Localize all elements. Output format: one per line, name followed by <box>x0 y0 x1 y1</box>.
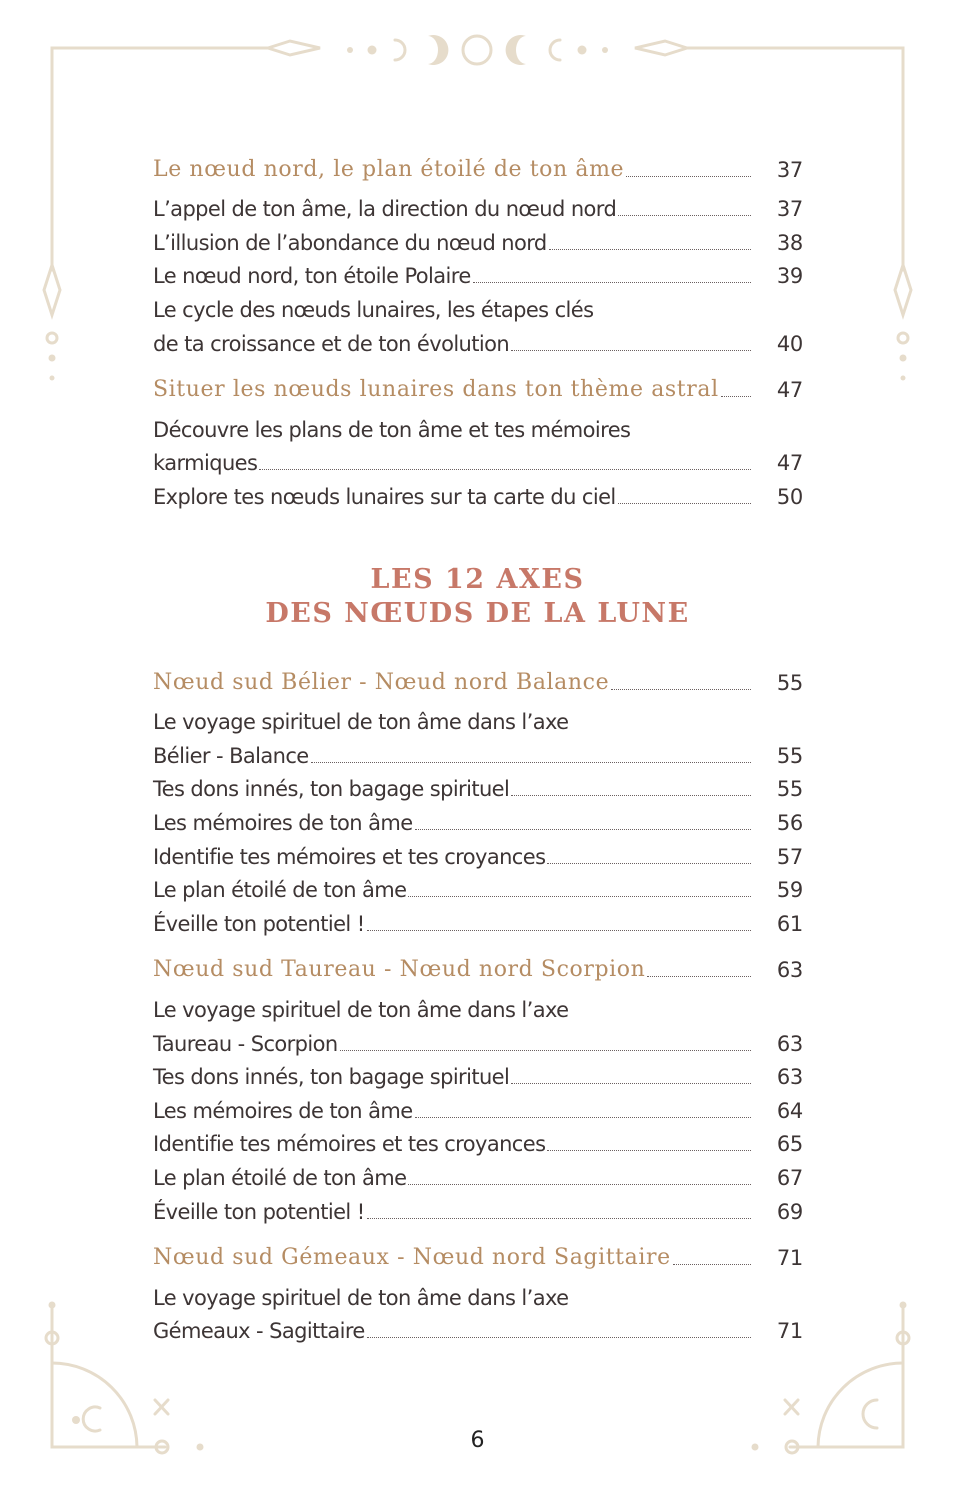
dot-leader <box>511 350 751 351</box>
toc-line <box>153 871 803 905</box>
dot-leader <box>547 863 751 864</box>
toc-line-text: Le nœud nord, ton étoile Polaire <box>153 264 471 289</box>
toc-line-text: karmiques <box>153 451 258 476</box>
toc-item <box>153 1058 803 1092</box>
toc-item <box>153 837 803 871</box>
corner-dot-small <box>72 1416 80 1424</box>
toc-item <box>153 477 803 511</box>
toc-line <box>153 1312 803 1346</box>
toc-line-text: Explore tes nœuds lunaires sur ta carte du ciel <box>153 484 616 509</box>
toc-line <box>153 951 803 985</box>
toc-page-number: 47 <box>776 378 803 403</box>
toc-line <box>153 410 803 444</box>
toc-line <box>153 736 803 770</box>
toc-line <box>153 1278 803 1312</box>
toc-line <box>153 904 803 938</box>
toc-item <box>153 1192 803 1226</box>
crescent-moon-icon <box>550 40 560 60</box>
toc-line <box>153 290 803 324</box>
toc-line <box>153 477 803 511</box>
toc-page-number: 65 <box>776 1132 803 1157</box>
toc-line <box>153 703 803 737</box>
dot-leader <box>511 1083 751 1084</box>
corner-dot-small <box>900 1302 907 1309</box>
toc-line <box>153 663 803 697</box>
toc-line-text: Nœud sud Taureau - Nœud nord Scorpion <box>153 957 646 983</box>
toc-item <box>153 223 803 257</box>
toc-item <box>153 410 803 477</box>
star-icon <box>155 1400 168 1414</box>
full-moon-icon <box>463 36 491 64</box>
dot-leader <box>340 1050 751 1051</box>
section-title-line-1: LES 12 AXES <box>370 564 585 595</box>
toc-line-text: Nœud sud Bélier - Nœud nord Balance <box>153 669 610 695</box>
page-number: 6 <box>470 1428 485 1453</box>
toc-line-text: Le cycle des nœuds lunaires, les étapes clés <box>153 297 594 322</box>
toc-heading <box>153 663 803 697</box>
dot-leader <box>473 282 751 283</box>
gibbous-moon-icon <box>428 35 448 65</box>
toc-line <box>153 371 803 405</box>
dot-leader <box>511 795 751 796</box>
toc-line-text: Nœud sud Gémeaux - Nœud nord Sagittaire <box>153 1245 671 1271</box>
dot-leader <box>647 976 751 977</box>
dot-leader <box>618 215 751 216</box>
toc-page-number: 57 <box>776 844 803 869</box>
toc-page-number: 37 <box>776 157 803 182</box>
toc-line-text: Identifie tes mémoires et tes croyances <box>153 844 546 869</box>
toc-line-text: L’illusion de l’abondance du nœud nord <box>153 230 547 255</box>
dot-leader <box>408 896 751 897</box>
toc-line <box>153 1125 803 1159</box>
diamond-right-ornament <box>635 41 687 55</box>
dot-leader <box>408 1184 751 1185</box>
toc-item <box>153 803 803 837</box>
dot-leader <box>259 469 751 470</box>
toc-line-text: Le nœud nord, le plan étoilé de ton âme <box>153 156 625 182</box>
dot-leader <box>673 1264 751 1265</box>
toc-heading <box>153 371 803 405</box>
toc-line-text: Bélier - Balance <box>153 743 309 768</box>
toc-line <box>153 1239 803 1273</box>
toc-line-text: Tes dons innés, ton bagage spirituel <box>153 1065 510 1090</box>
section-title <box>0 563 955 631</box>
side-diamond-left <box>44 265 60 315</box>
toc-line <box>153 1158 803 1192</box>
toc-item <box>153 871 803 905</box>
toc-line-text: Éveille ton potentiel ! <box>153 1199 365 1224</box>
toc-item <box>153 190 803 224</box>
dot-leader <box>549 249 751 250</box>
star-dot-icon <box>347 47 353 53</box>
toc-line-text: Le voyage spirituel de ton âme dans l’axe <box>153 710 569 735</box>
toc-line <box>153 1024 803 1058</box>
star-icon <box>785 1400 798 1414</box>
toc-line <box>153 150 803 184</box>
frame-bottom-right-line <box>790 1305 903 1447</box>
dot-leader <box>367 1337 751 1338</box>
toc-page-number: 61 <box>776 911 803 936</box>
side-diamond-right <box>895 265 911 315</box>
toc-page-number: 69 <box>776 1199 803 1224</box>
toc-line-text: Découvre les plans de ton âme et tes mémoires <box>153 417 631 442</box>
toc-line-text: Éveille ton potentiel ! <box>153 911 365 936</box>
toc-item <box>153 990 803 1057</box>
side-dot-right <box>898 333 908 343</box>
frame-bottom-left-line <box>52 1305 165 1447</box>
toc-line-text: Le plan étoilé de ton âme <box>153 878 407 903</box>
dot-leader <box>721 396 751 397</box>
toc-page-number: 40 <box>776 331 803 356</box>
star-dot-icon <box>578 46 587 55</box>
toc-line-text: Le plan étoilé de ton âme <box>153 1165 407 1190</box>
toc-item <box>153 703 803 770</box>
crescent-moon-icon <box>395 40 405 60</box>
dot-leader <box>618 503 751 504</box>
toc-item <box>153 1278 803 1345</box>
toc-page-number: 64 <box>776 1098 803 1123</box>
toc-line <box>153 190 803 224</box>
toc-line <box>153 990 803 1024</box>
dot-leader <box>415 1117 751 1118</box>
toc-item <box>153 290 803 357</box>
crescent-moon-icon <box>863 1400 877 1428</box>
toc-line-text: Situer les nœuds lunaires dans ton thème astral <box>153 377 719 403</box>
toc-line-text: Les mémoires de ton âme <box>153 810 413 835</box>
toc-line <box>153 1192 803 1226</box>
side-dot-left-small <box>49 355 56 362</box>
toc-heading <box>153 150 803 184</box>
toc-page-number: 50 <box>776 484 803 509</box>
toc-line-text: Les mémoires de ton âme <box>153 1098 413 1123</box>
toc-page-number: 63 <box>776 958 803 983</box>
toc-item <box>153 1158 803 1192</box>
star-dot-icon <box>368 46 377 55</box>
toc-line <box>153 223 803 257</box>
star-dot-icon <box>602 47 608 53</box>
toc-item <box>153 1125 803 1159</box>
diamond-left-ornament <box>268 41 320 55</box>
toc-page-number: 39 <box>776 264 803 289</box>
toc-page-number: 63 <box>776 1031 803 1056</box>
toc-line <box>153 837 803 871</box>
toc-page-number: 55 <box>776 670 803 695</box>
toc-item <box>153 770 803 804</box>
side-dot-left-small <box>50 376 55 381</box>
side-dot-right-small <box>901 376 906 381</box>
corner-dot-small <box>49 1302 56 1309</box>
toc-line-text: de ta croissance et de ton évolution <box>153 331 510 356</box>
toc-page-number: 37 <box>776 197 803 222</box>
toc-line <box>153 770 803 804</box>
toc-page-number: 55 <box>776 777 803 802</box>
dot-leader <box>547 1150 751 1151</box>
toc-line <box>153 803 803 837</box>
toc-page-number: 63 <box>776 1065 803 1090</box>
dot-leader <box>311 762 751 763</box>
toc-page-number: 55 <box>776 743 803 768</box>
toc-line <box>153 1058 803 1092</box>
toc-line-text: Taureau - Scorpion <box>153 1031 338 1056</box>
dot-leader <box>415 829 751 830</box>
toc-heading <box>153 951 803 985</box>
toc-line-text: Le voyage spirituel de ton âme dans l’axe <box>153 1285 569 1310</box>
side-dot-right-small <box>900 355 907 362</box>
toc-line-text: Tes dons innés, ton bagage spirituel <box>153 777 510 802</box>
dot-leader <box>367 1218 751 1219</box>
dot-leader <box>626 176 751 177</box>
toc-heading <box>153 1239 803 1273</box>
toc-line-text: Identifie tes mémoires et tes croyances <box>153 1132 546 1157</box>
toc-line-text: Gémeaux - Sagittaire <box>153 1319 365 1344</box>
toc-page-number: 59 <box>776 878 803 903</box>
toc-item <box>153 1091 803 1125</box>
toc-page-number: 71 <box>776 1319 803 1344</box>
toc-line <box>153 1091 803 1125</box>
toc-item <box>153 904 803 938</box>
dot-leader <box>367 930 751 931</box>
toc-line <box>153 257 803 291</box>
gibbous-moon-icon <box>506 35 526 65</box>
toc-line <box>153 444 803 478</box>
section-title-line-2: DES NŒUDS DE LA LUNE <box>265 598 690 629</box>
dot-leader <box>611 689 751 690</box>
toc-page-number: 67 <box>776 1165 803 1190</box>
toc-line <box>153 324 803 358</box>
toc-page-number: 71 <box>776 1246 803 1271</box>
toc-item <box>153 257 803 291</box>
toc-line-text: L’appel de ton âme, la direction du nœud nord <box>153 197 617 222</box>
toc-line-text: Le voyage spirituel de ton âme dans l’axe <box>153 997 569 1022</box>
toc-page-number: 56 <box>776 810 803 835</box>
toc-page-number: 38 <box>776 230 803 255</box>
side-dot-left <box>47 333 57 343</box>
toc-page-number: 47 <box>776 451 803 476</box>
